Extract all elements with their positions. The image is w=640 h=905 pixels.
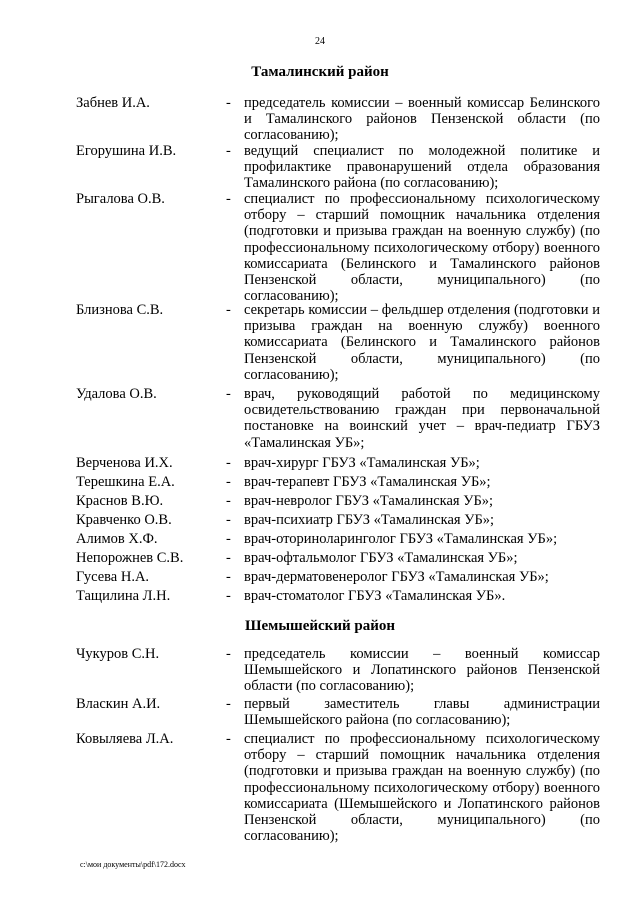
dash: - [226, 386, 231, 402]
member-role: врач-невролог ГБУЗ «Тамалинская УБ»; [244, 493, 494, 509]
footer-file-path: c:\мои документы\pdf\172.docx [80, 860, 186, 869]
dash: - [226, 191, 231, 207]
member-name: Чукуров С.Н. [76, 646, 160, 662]
member-role: врач-дерматовенеролог ГБУЗ «Тамалинская УБ»; [244, 569, 549, 585]
member-role: первый заместитель главы администрации Шемышейского района (по согласованию); [244, 696, 600, 729]
member-role: врач-терапевт ГБУЗ «Тамалинская УБ»; [244, 474, 491, 490]
dash: - [226, 731, 231, 747]
dash: - [226, 493, 231, 509]
member-name: Верченова И.Х. [76, 455, 173, 471]
member-name: Рыгалова О.В. [76, 191, 165, 207]
dash: - [226, 569, 231, 585]
dash: - [226, 95, 231, 111]
dash: - [226, 646, 231, 662]
member-name: Кравченко О.В. [76, 512, 172, 528]
member-role: секретарь комиссии – фельдшер отделения (подготовки и призыва граждан на военную службу) военного комиссариата (Белинского и Тамалинского районов Пензенской области, муниципального) (по согласованию); [244, 302, 600, 383]
member-name: Алимов Х.Ф. [76, 531, 158, 547]
dash: - [226, 474, 231, 490]
dash: - [226, 455, 231, 471]
dash: - [226, 531, 231, 547]
dash: - [226, 550, 231, 566]
member-role: врач-оториноларинголог ГБУЗ «Тамалинская УБ»; [244, 531, 558, 547]
member-name: Краснов В.Ю. [76, 493, 164, 509]
dash: - [226, 512, 231, 528]
member-role: врач-психиатр ГБУЗ «Тамалинская УБ»; [244, 512, 495, 528]
member-name: Егорушина И.В. [76, 143, 177, 159]
member-name: Удалова О.В. [76, 386, 157, 402]
member-role: председатель комиссии – военный комиссар Шемышейского и Лопатинского районов Пензенской области (по согласованию); [244, 646, 600, 695]
member-role: специалист по профессиональному психологическому отбору – старший помощник начальника отделения (подготовки и призыва граждан на военную службу) (по профессиональному психологическому отбору) военного комиссариата (Белинского и Тамалинского районов Пензенской области, муниципального) (по согласованию); [244, 191, 600, 305]
dash: - [226, 696, 231, 712]
member-name: Близнова С.В. [76, 302, 164, 318]
member-role: председатель комиссии – военный комиссар Белинского и Тамалинского районов Пензенской области (по согласованию); [244, 95, 600, 144]
member-name: Терешкина Е.А. [76, 474, 175, 490]
member-name: Непорожнев С.В. [76, 550, 184, 566]
section-title-tamalinsky: Тамалинский район [251, 64, 389, 80]
member-name: Власкин А.И. [76, 696, 161, 712]
dash: - [226, 302, 231, 318]
section-title-shemysheysky: Шемышейский район [245, 618, 395, 634]
member-role: ведущий специалист по молодежной политике и профилактике правонарушений отдела образования Тамалинского района (по согласованию); [244, 143, 600, 192]
member-name: Забнев И.А. [76, 95, 150, 111]
member-role: специалист по профессиональному психологическому отбору – старший помощник начальника отделения (подготовки и призыва граждан на военную службу) (по профессиональному психологическому отбору) военного комиссариата (Шемышейского и Лопатинского районов Пензенской области, муниципального) (по согласованию); [244, 731, 600, 845]
dash: - [226, 588, 231, 604]
dash: - [226, 143, 231, 159]
member-role: врач-хирург ГБУЗ «Тамалинская УБ»; [244, 455, 480, 471]
member-role: врач-офтальмолог ГБУЗ «Тамалинская УБ»; [244, 550, 518, 566]
page-number: 24 [315, 36, 325, 47]
member-name: Тащилина Л.Н. [76, 588, 171, 604]
member-name: Ковыляева Л.А. [76, 731, 174, 747]
member-name: Гусева Н.А. [76, 569, 150, 585]
member-role: врач-стоматолог ГБУЗ «Тамалинская УБ». [244, 588, 506, 604]
member-role: врач, руководящий работой по медицинскому освидетельствованию граждан при первоначальной постановке на воинский учет – врач-педиатр ГБУЗ «Тамалинская УБ»; [244, 386, 600, 451]
